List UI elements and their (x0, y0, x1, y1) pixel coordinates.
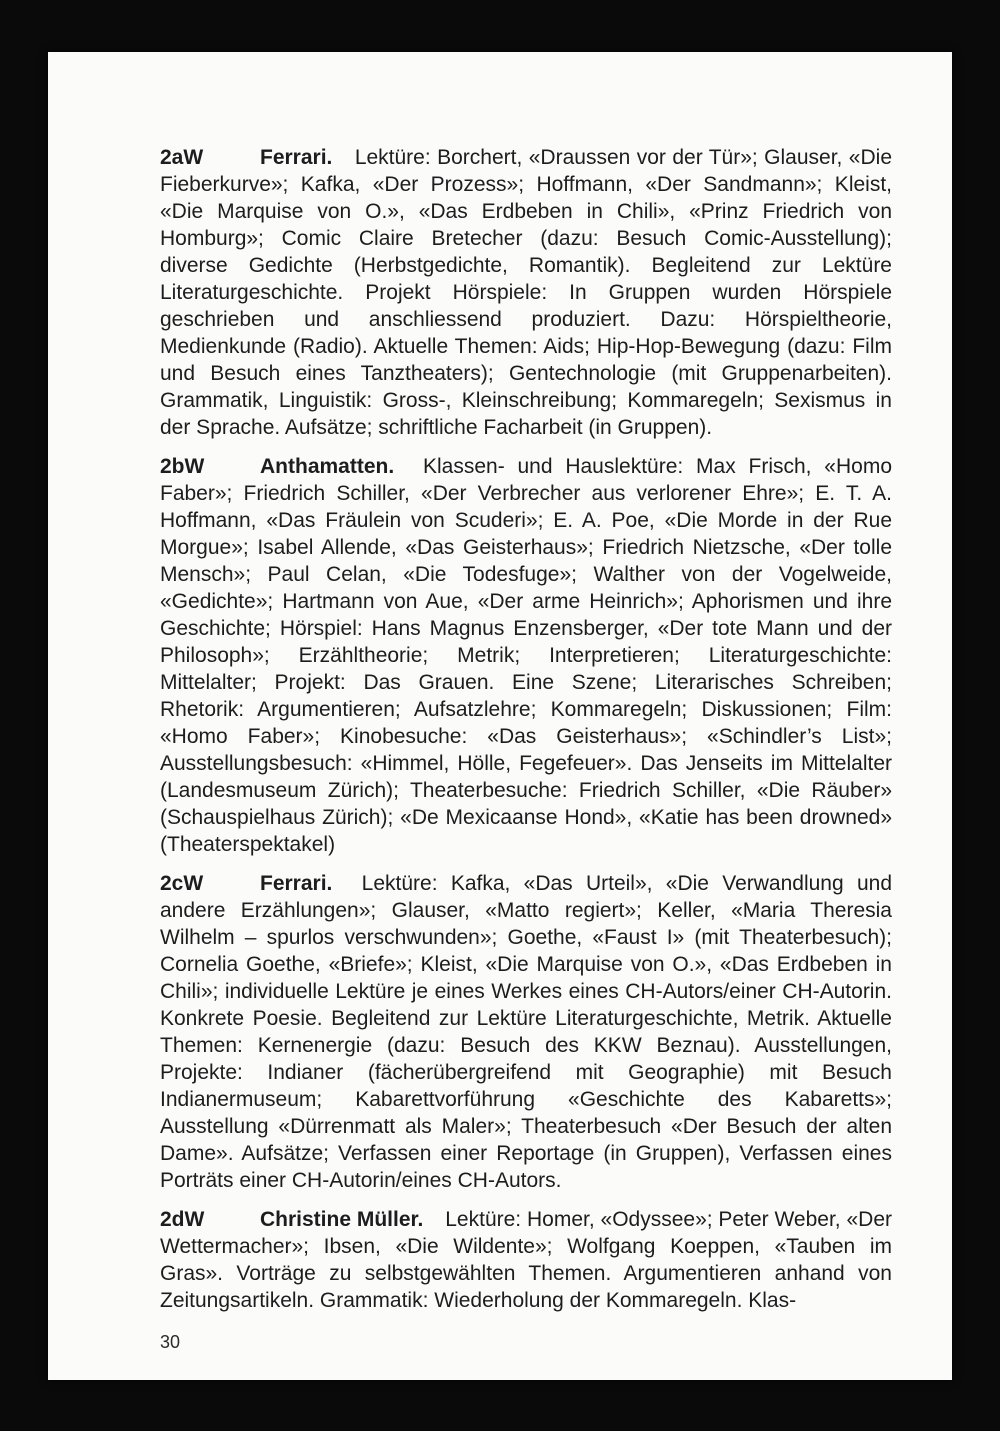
page-number: 30 (160, 1332, 181, 1352)
course-entry-2cw (160, 870, 892, 1194)
course-entry-2bw (160, 453, 892, 858)
teacher-name: Anthamatten. (260, 455, 395, 478)
course-entry-2dw (160, 1206, 892, 1314)
teacher-name: Christine Müller. (260, 1208, 424, 1231)
book-page (48, 52, 952, 1380)
course-code: 2aW (160, 146, 204, 169)
course-code: 2bW (160, 455, 205, 478)
teacher-name: Ferrari. (260, 146, 333, 169)
teacher-name: Ferrari. (260, 872, 333, 895)
course-code: 2dW (160, 1208, 205, 1231)
course-description: Klassen- und Hauslektüre: Max Frisch, «Homo Faber»; Friedrich Schiller, «Der Verbrecher aus verlorener Ehre»; E. T. A. Hoffmann, «Das Fräulein von Scuderi»; E. A. Poe, «Die Morde in der Rue Morgue»; Isabel Allende, «Das Geisterhaus»; Friedrich Nietzsche, «Der tolle Mensch»; Paul Celan, «Die Todesfuge»; Walther von der Vogelweide, «Gedichte»; Hartmann von Aue, «Der arme Heinrich»; Aphorismen und ihre Geschichte; Hörspiel: Hans Magnus Enzensberger, «Der tote Mann und der Philosoph»; Erzähltheorie; Metrik; Interpretieren; Literaturgeschichte: Mittelalter; Projekt: Das Grauen. Eine Szene; Literarisches Schreiben; Rhetorik: Argumentieren; Aufsatzlehre; Kommaregeln; Diskussionen; Film: «Homo Faber»; Kinobesuche: «Das Geisterhaus»; «Schindler’s List»; Ausstellungsbesuch: «Himmel, Hölle, Fegefeuer». Das Jenseits im Mittelalter (Landesmuseum Zürich); Theaterbesuche: Friedrich Schiller, «Die Räuber» (Schauspielhaus Zürich); «De Mexicaanse Hond», «Katie has been drowned» (Theaterspektakel) (160, 455, 893, 856)
course-description: Lektüre: Homer, «Odyssee»; Peter Weber, «Der Wettermacher»; Ibsen, «Die Wildente»; Wolfgang Koeppen, «Tauben im Gras». Vorträge zu selbstgewählten Themen. Argumentieren anhand von Zeitungsartikeln. Grammatik: Wiederholung der Kommaregeln. Klas- (160, 1208, 892, 1312)
course-description: Lektüre: Kafka, «Das Urteil», «Die Verwandlung und andere Erzählungen»; Glauser, «Matto regiert»; Keller, «Maria Theresia Wilhelm – spurlos verschwunden»; Goethe, «Faust I» (mit Theaterbesuch); Cornelia Goethe, «Briefe»; Kleist, «Die Marquise von O.», «Das Erdbeben in Chili»; individuelle Lektüre je eines Werkes eines CH-Autors/einer CH-Autorin. Konkrete Poesie. Begleitend zur Lektüre Literaturgeschichte, Metrik. Aktuelle Themen: Kernenergie (dazu: Besuch des KKW Beznau). Ausstellungen, Projekte: Indianer (fächerübergreifend mit Geographie) mit Besuch Indianermuseum; Kabarettvorführung «Geschichte des Kabaretts»; Ausstellung «Dürrenmatt als Maler»; Theaterbesuch «Der Besuch der alten Dame». Aufsätze; Verfassen einer Reportage (in Gruppen), Verfassen eines Porträts einer CH-Autorin/eines CH-Autors. (160, 872, 892, 1192)
course-code: 2cW (160, 872, 204, 895)
page-content (48, 52, 952, 1354)
course-description: Lektüre: Borchert, «Draussen vor der Tür»; Glauser, «Die Fieberkurve»; Kafka, «Der Prozess»; Hoffmann, «Der Sandmann»; Kleist, «Die Marquise von O.», «Das Erdbeben in Chili», «Prinz Friedrich von Homburg»; Comic Claire Bretecher (dazu: Besuch Comic-Ausstellung); diverse Gedichte (Herbstgedichte, Romantik). Begleitend zur Lektüre Literaturgeschichte. Projekt Hörspiele: In Gruppen wurden Hörspiele geschrieben und anschliessend produziert. Dazu: Hörspieltheorie, Medienkunde (Radio). Aktuelle Themen: Aids; Hip-Hop-Bewegung (dazu: Film und Besuch eines Tanztheaters); Gentechnologie (mit Gruppenarbeiten). Grammatik, Linguistik: Gross-, Kleinschreibung; Kommaregeln; Sexismus in der Sprache. Aufsätze; schriftliche Facharbeit (in Gruppen). (160, 146, 892, 439)
course-entry-2aw (160, 144, 892, 441)
